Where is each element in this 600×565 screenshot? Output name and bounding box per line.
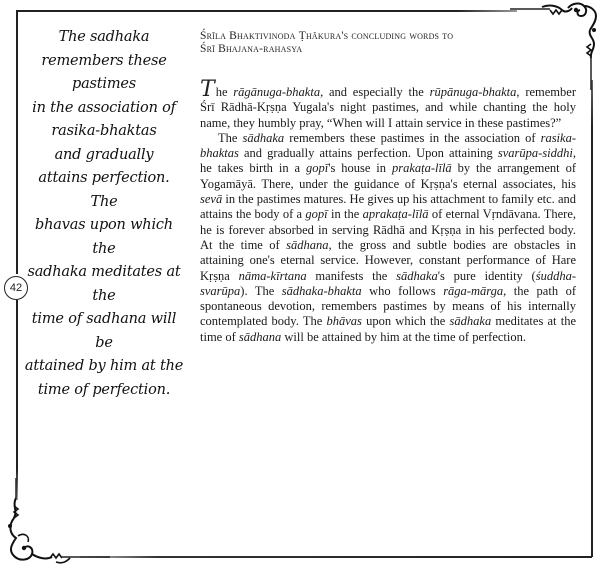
pull-quote-line: in the association of <box>32 99 176 116</box>
frame-top-rule <box>17 10 517 12</box>
section-heading-line-1: Śrīla Bhaktivinoda Ṭhākura's concluding words to <box>200 30 454 42</box>
pull-quote-line: rasika-bhaktas <box>51 123 157 139</box>
pull-quote-line: attained by him at the <box>24 358 184 374</box>
frame-left-rule-upper <box>16 10 18 274</box>
pull-quote-line: remembers these pastimes <box>41 52 167 92</box>
section-heading <box>200 30 580 55</box>
section-heading-line-2: Śrī Bhajana-rahasya <box>200 42 303 55</box>
frame-bottom-rule <box>80 556 592 558</box>
frame-left-rule-lower <box>16 300 18 500</box>
pull-quote-line: time of perfection. <box>37 381 171 398</box>
paragraph-2: The sādhaka remembers these pastimes in the association of rasika-bhaktas and gradually attains perfection. Upon attaining svarūpa-siddhi, he takes birth in a gopī's house in prakaṭa-līlā by the arrangement of Yogamāyā. There, under the guidance of Kṛṣṇa's eternal associates, his sevā in the pastimes matures. He gives up his attachment to family etc. and attains the body of a gopī in the aprakaṭa-līlā of eternal Vṛndāvana. There, he is forever absorbed in serving Rādhā and Kṛṣṇa in his perfected body. At the time of sādhana, the gross and subtle bodies are obstacles in attaining one's eternal service. However, constant performance of Hare Kṛṣṇa nāma-kīrtana manifests the sādhaka's pure identity (śuddha-svarūpa). The sādhaka-bhakta who follows rāga-mārga, the path of spontaneous devotion, remembers pastimes by means of his internally contemplated body. The bhāvas upon which the sādhaka meditates at the time of sādhana will be attained by him at the time of perfection. <box>200 130 577 344</box>
pull-quote <box>24 26 184 402</box>
pull-quote-line: time of sadhana will be <box>31 311 177 351</box>
pull-quote-line: and gradually <box>54 146 154 163</box>
body-text <box>200 77 577 345</box>
pull-quote-line: bhavas upon which the <box>35 217 173 257</box>
pull-quote-line: The sadhaka <box>58 29 150 45</box>
page-number-badge: 42 <box>4 276 28 300</box>
flourish-corner-ornament-bottom-left-icon <box>0 478 110 565</box>
drop-cap: T <box>200 77 215 102</box>
paragraph-1: The rāgānuga-bhakta, and especially the rūpānuga-bhakta, remember Śrī Rādhā-Kṛṣṇa Yugala's night pastimes, and while chanting the holy name, they humbly pray, “When will I attain service in these pastimes?” <box>200 77 576 130</box>
frame-right-rule <box>591 80 593 557</box>
pull-quote-line: sadhaka meditates at the <box>27 264 181 304</box>
pull-quote-line: attains perfection. The <box>38 170 170 210</box>
